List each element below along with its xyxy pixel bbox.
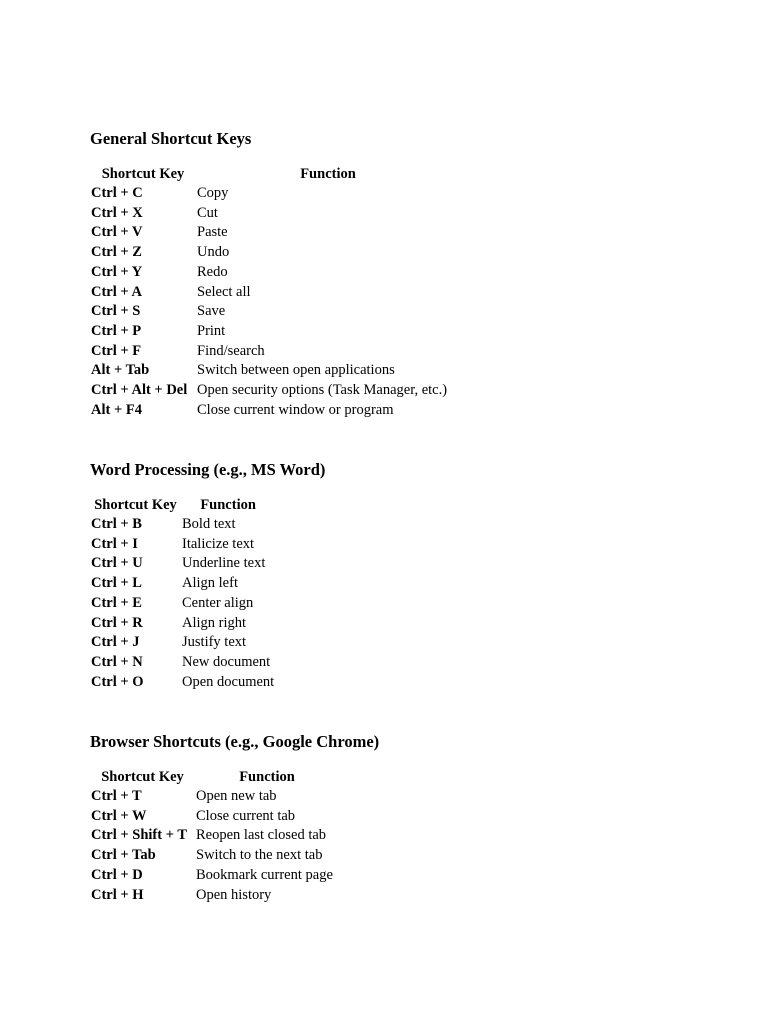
section-title: General Shortcut Keys — [90, 129, 252, 148]
shortcut-key: Ctrl + I — [91, 535, 138, 552]
table-row — [90, 787, 339, 807]
table-row — [90, 535, 275, 555]
shortcut-function: Paste — [197, 224, 228, 241]
table-row — [90, 204, 460, 224]
table-row — [90, 633, 275, 653]
shortcut-function: Align right — [182, 614, 247, 631]
shortcut-function: Close current tab — [196, 807, 296, 824]
shortcut-function: Italicize text — [182, 535, 255, 552]
shortcut-key: Ctrl + F — [91, 342, 142, 359]
shortcut-function: Bookmark current page — [196, 866, 333, 883]
shortcut-key: Ctrl + W — [91, 807, 147, 824]
table-row — [90, 401, 460, 421]
shortcut-function: Find/search — [197, 342, 265, 359]
shortcut-function: Open security options (Task Manager, etc.) — [197, 382, 448, 399]
shortcut-function: Open new tab — [196, 788, 277, 804]
table-row — [90, 653, 275, 673]
table-row — [90, 515, 275, 535]
section-title: Word Processing (e.g., MS Word) — [90, 460, 326, 479]
shortcut-function: Undo — [197, 244, 230, 261]
table-row — [90, 614, 275, 634]
table-row — [90, 594, 275, 614]
table-row — [90, 342, 460, 362]
shortcut-key: Ctrl + Z — [91, 244, 142, 261]
shortcut-function: Justify text — [182, 634, 247, 651]
shortcut-function: Switch between open applications — [197, 362, 395, 379]
table-row — [90, 322, 460, 342]
table-row — [90, 283, 460, 303]
shortcut-function: Open history — [196, 886, 272, 903]
shortcut-key: Ctrl + S — [91, 303, 141, 320]
shortcut-key: Ctrl + B — [91, 516, 142, 532]
table-row — [90, 866, 339, 886]
shortcut-table — [90, 164, 460, 420]
table-row — [90, 807, 339, 827]
shortcut-key: Ctrl + L — [91, 575, 142, 592]
shortcut-key: Alt + Tab — [91, 362, 150, 379]
shortcut-key: Ctrl + X — [91, 204, 143, 221]
shortcut-function: Switch to the next tab — [196, 847, 323, 864]
table-row — [90, 184, 460, 204]
shortcut-function: Print — [197, 322, 226, 339]
shortcut-key: Ctrl + U — [91, 555, 143, 572]
shortcut-key: Alt + F4 — [91, 401, 142, 418]
shortcut-function: Select all — [197, 283, 251, 300]
table-row — [90, 574, 275, 594]
column-header-function: Function — [239, 769, 295, 785]
shortcut-key: Ctrl + J — [91, 634, 140, 651]
shortcut-function: Cut — [197, 204, 218, 221]
table-header-row — [90, 767, 339, 787]
table-row — [90, 381, 460, 401]
shortcut-function: Save — [197, 303, 226, 320]
shortcut-function: Reopen last closed tab — [196, 827, 327, 844]
shortcut-key: Ctrl + C — [91, 185, 143, 201]
table-row — [90, 886, 339, 906]
shortcut-key: Ctrl + Tab — [91, 847, 156, 864]
shortcut-key: Ctrl + Alt + Del — [91, 382, 188, 399]
table-row — [90, 223, 460, 243]
table-row — [90, 673, 275, 693]
shortcut-table — [90, 767, 339, 905]
table-row — [90, 554, 275, 574]
shortcut-function: Align left — [182, 575, 238, 592]
shortcut-key: Ctrl + E — [91, 594, 142, 611]
shortcut-key: Ctrl + Y — [91, 263, 143, 280]
table-row — [90, 361, 460, 381]
shortcut-key: Ctrl + H — [91, 886, 144, 903]
shortcut-key: Ctrl + O — [91, 673, 144, 690]
table-row — [90, 263, 460, 283]
shortcut-key: Ctrl + P — [91, 322, 142, 339]
table-row — [90, 302, 460, 322]
column-header-shortcut-key: Shortcut Key — [101, 166, 185, 182]
shortcut-key: Ctrl + A — [91, 283, 142, 300]
shortcut-key: Ctrl + N — [91, 653, 143, 670]
shortcut-function: Redo — [197, 263, 228, 280]
table-header-row — [90, 164, 460, 184]
shortcut-function: Center align — [182, 594, 254, 611]
section-title: Browser Shortcuts (e.g., Google Chrome) — [90, 732, 380, 751]
column-header-function: Function — [300, 166, 356, 182]
table-row — [90, 826, 339, 846]
shortcut-key: Ctrl + D — [91, 866, 143, 883]
shortcut-key: Ctrl + Shift + T — [91, 827, 188, 844]
section-word-processing — [90, 459, 325, 692]
shortcut-key: Ctrl + V — [91, 224, 143, 241]
column-header-shortcut-key: Shortcut Key — [101, 769, 184, 785]
shortcut-table — [90, 495, 275, 692]
shortcut-function: Bold text — [182, 516, 236, 532]
shortcut-key: Ctrl + R — [91, 614, 143, 631]
section-browser-shortcuts — [90, 731, 379, 905]
shortcut-function: Underline text — [182, 555, 266, 572]
shortcut-function: Copy — [197, 185, 229, 201]
table-row — [90, 846, 339, 866]
shortcut-function: New document — [182, 653, 271, 670]
shortcut-function: Open document — [182, 673, 275, 690]
section-general-shortcuts — [90, 128, 460, 420]
column-header-shortcut-key: Shortcut Key — [94, 497, 177, 513]
table-row — [90, 243, 460, 263]
shortcut-key: Ctrl + T — [91, 788, 142, 804]
shortcut-function: Close current window or program — [197, 401, 394, 418]
column-header-function: Function — [200, 497, 256, 513]
table-header-row — [90, 495, 275, 515]
